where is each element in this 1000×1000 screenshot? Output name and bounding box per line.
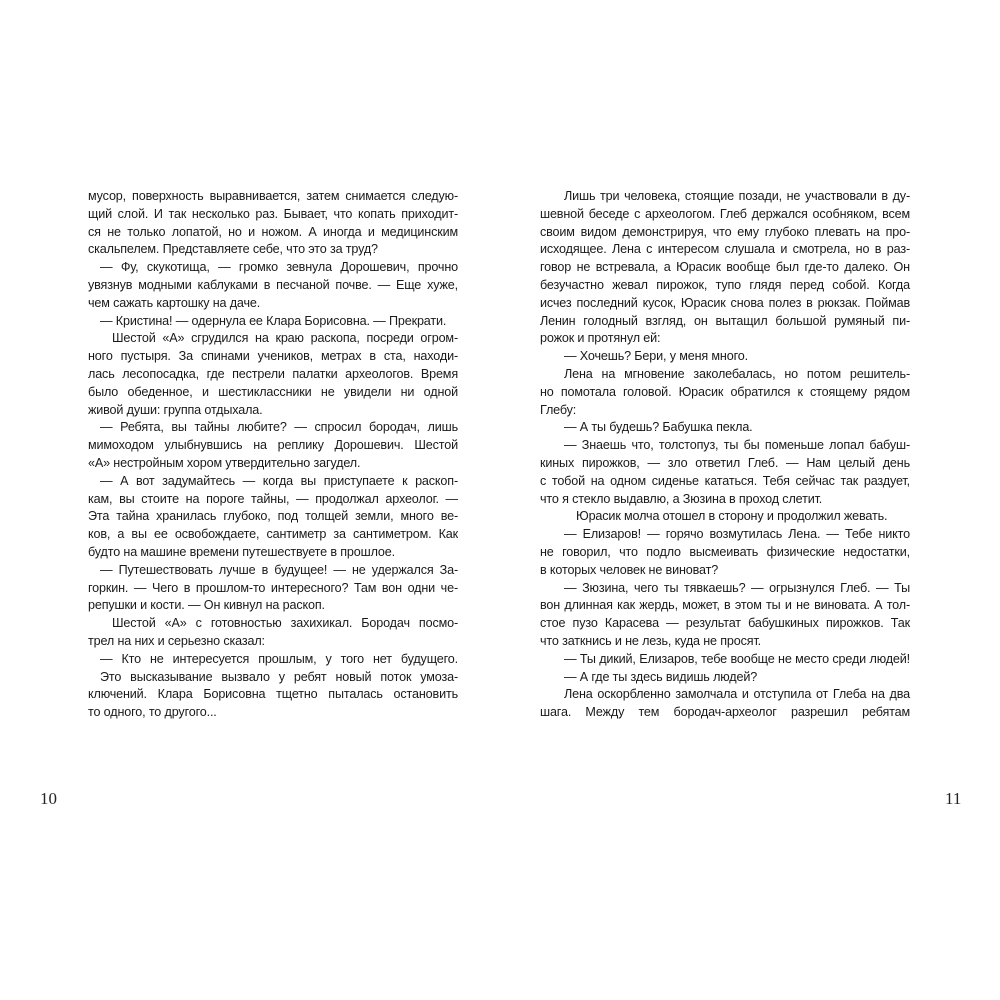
- text-line: — Знаешь что, толстопуз, ты бы поменьше лопал бабуш-: [564, 438, 910, 453]
- text-line: в которых человек не виноват?: [540, 562, 719, 577]
- text-line: Лена оскорбленно замолчала и отступила от Глеба на два: [564, 687, 910, 702]
- text-line: не говорил, что подло высмеивать физические недостатки,: [540, 544, 910, 559]
- text-line: — Путешествовать лучше в будущее! — не удержался За-: [100, 562, 458, 577]
- text-line: вон длинная как жердь, может, в этом ты и не виновата. А тол-: [540, 598, 910, 613]
- page-number-right: 11: [945, 789, 962, 808]
- text-line: ся не только лопатой, но и ножом. А иногда и медицинским: [88, 224, 458, 239]
- text-line: — А где ты здесь видишь людей?: [564, 669, 758, 684]
- text-line: — А вот задумайтесь — когда вы приступаете к раскоп-: [100, 473, 458, 488]
- text-line: но помотала головой. Юрасик обратился к стоящему рядом: [540, 384, 910, 399]
- text-line: Глебу:: [540, 402, 577, 417]
- text-line: говор не встревала, а Юрасик вообще был где-то далеко. Он: [540, 260, 910, 275]
- text-line: своим видом демонстрируя, что ему глубоко плевать на про-: [540, 224, 910, 239]
- text-line: Лена на мгновение заколебалась, но потом решитель-: [564, 366, 910, 381]
- text-line: — Фу, скукотища, — громко зевнула Дорошевич, прочно: [100, 260, 458, 275]
- text-line: — Ребята, вы тайны любите? — спросил бородач, лишь: [100, 420, 458, 435]
- text-line: безучастно жевал пирожок, тупо глядя перед собой. Когда: [540, 277, 910, 292]
- text-line: Эта тайна хранилась глубоко, под толщей земли, много ве-: [88, 509, 458, 524]
- text-line: было обеденное, и шестиклассники не увидели ни одной: [88, 384, 458, 399]
- right-page-text: [540, 188, 910, 722]
- text-line: то одного, то другого...: [88, 705, 217, 720]
- text-line: ков, а вы ее освобождаете, сантиметр за сантиметром. Как: [88, 527, 458, 542]
- text-line: — Кто не интересуется прошлым, у того нет будущего.: [100, 651, 458, 666]
- text-line: горкин. — Чего в прошлом-то интересного? Там вон одни че-: [88, 580, 458, 595]
- text-line: — А ты будешь? Бабушка пекла.: [564, 420, 753, 435]
- text-line: киных пирожков, — зло ответил Глеб. — Нам целый день: [540, 455, 910, 470]
- text-line: что заткнись и не лезь, куда не просят.: [540, 633, 762, 648]
- text-line: Шестой «А» сгрудился на краю раскопа, посреди огром-: [112, 331, 458, 346]
- text-line: репушки и кости. — Он кивнул на раскоп.: [88, 598, 325, 613]
- text-line: стое пузо Карасева — результат бабушкиных пирожков. Так: [540, 616, 910, 631]
- text-line: — Хочешь? Бери, у меня много.: [564, 349, 748, 364]
- text-line: мимоходом улыбнувшись на реплику Дорошевич. Шестой: [88, 438, 458, 453]
- text-line: шага. Между тем бородач-археолог разрешил ребятам: [540, 705, 910, 720]
- text-line: «А» нестройным хором утвердительно загудел.: [88, 455, 361, 470]
- text-line: щий слой. И так несколько раз. Бывает, что копать приходит-: [88, 206, 458, 221]
- text-line: Ленин голодный взгляд, он вытащил большой румяный пи-: [540, 313, 910, 328]
- text-line: — Кристина! — одернула ее Клара Борисовна. — Прекрати.: [100, 313, 447, 328]
- page-number-left: 10: [40, 789, 57, 808]
- text-line: Лишь три человека, стоящие позади, не участвовали в ду-: [564, 189, 910, 203]
- text-line: ключений. Клара Борисовна тщетно пыталась остановить: [88, 687, 458, 702]
- text-line: исчез последний кусок, Юрасик снова полез в рюкзак. Поймав: [540, 295, 910, 310]
- text-line: кам, вы стоите на пороге тайны, — продолжал археолог. —: [88, 491, 458, 506]
- text-line: Шестой «А» с готовностью захихикал. Бородач посмо-: [112, 616, 458, 631]
- text-line: Это высказывание вызвало у ребят новый поток умоза-: [100, 669, 458, 684]
- text-line: трел на них и серьезно сказал:: [88, 633, 265, 648]
- text-line: мусор, поверхность выравнивается, затем снимается следую-: [88, 189, 458, 203]
- text-line: Юрасик молча отошел в сторону и продолжил жевать.: [576, 509, 888, 524]
- text-line: увязнув модными каблуками в песчаной почве. — Еще хуже,: [88, 277, 458, 292]
- text-line: чем сажать картошку на даче.: [88, 295, 261, 310]
- text-line: — Ты дикий, Елизаров, тебе вообще не место среди людей!: [564, 651, 910, 666]
- text-line: что я стекло выдавлю, а Зюзина в проход слетит.: [540, 491, 823, 506]
- text-line: исходящее. Лена с интересом слушала и смотрела, но в раз-: [540, 242, 910, 257]
- text-line: — Елизаров! — горячо возмутилась Лена. — Тебе никто: [564, 527, 910, 542]
- text-line: — Зюзина, чего ты тявкаешь? — огрызнулся Глеб. — Ты: [564, 580, 910, 595]
- text-line: рожок и протянул ей:: [540, 331, 661, 346]
- text-line: с тобой на одном сиденье кататься. Тебя сейчас так раздует,: [540, 473, 910, 488]
- left-page-text: [88, 188, 458, 722]
- text-line: скальпелем. Представляете себе, что это за труд?: [88, 242, 378, 257]
- text-line: будто на машине времени путешествуете в прошлое.: [88, 544, 395, 559]
- text-line: ного пустыря. За спинами учеников, метрах в ста, находи-: [88, 349, 458, 364]
- text-line: шевной беседе с археологом. Глеб держался особняком, всем: [540, 206, 910, 221]
- text-line: живой души: группа отдыхала.: [88, 402, 263, 417]
- text-line: лась лесопосадка, где пестрели палатки археологов. Время: [88, 366, 458, 381]
